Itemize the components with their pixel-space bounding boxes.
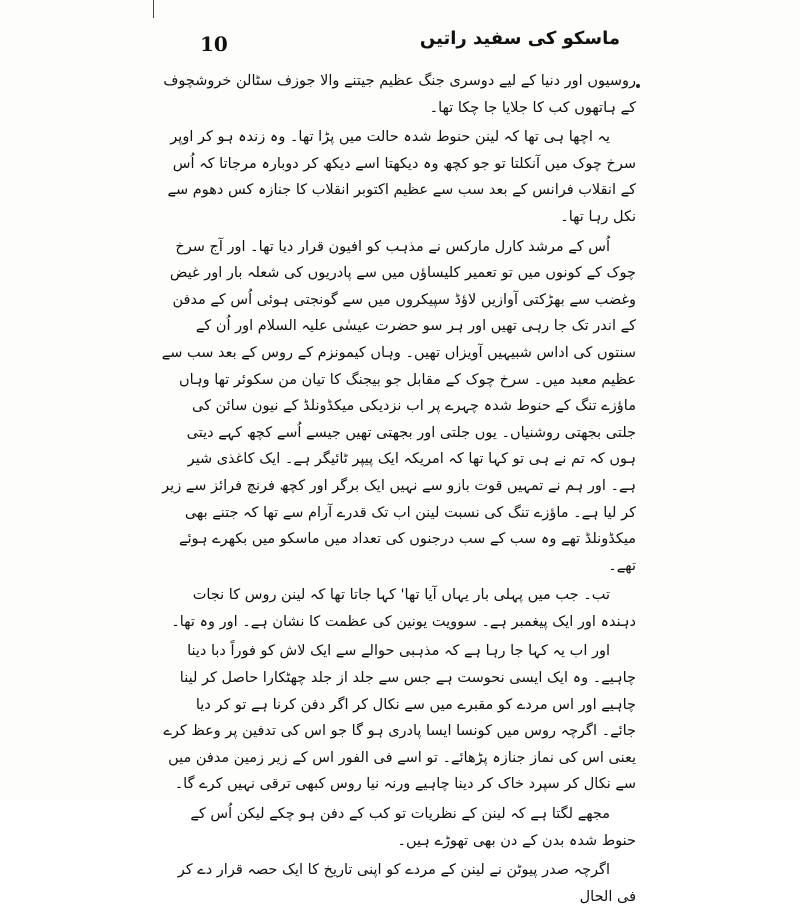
paragraph (160, 68, 636, 121)
text-line: جلایا جا چکا تھا۔ (429, 99, 528, 116)
text-line: سے عظیم معبد میں۔ سرخ چوک کے مقابل جو بیجنگ کا تیان من سکوئر تھا وہاں ماؤزے تنگ کے (161, 344, 636, 415)
margin-dot (636, 84, 640, 88)
text-line: اکتوبر انقلاب کا جنازہ کس دھوم سے نکل رہا تھا۔ (167, 182, 636, 225)
text-line: یہ اچھا ہی تھا کہ لینن حنوط شدہ حالت میں پڑا تھا۔ وہ زندہ ہو کر اوپر سرخ چوک میں (170, 129, 636, 172)
text-line: ہے۔ ماؤزے تنگ کی نسبت لینن اب تک قدرے آرام سے تھا کہ جتنے بھی میکڈونلڈ تھے وہ (184, 504, 636, 548)
paragraph (160, 857, 636, 910)
body-text (160, 68, 636, 905)
page-number: 10 (200, 32, 228, 56)
text-line: کے دن بھی تھوڑے ہیں۔ (397, 832, 538, 849)
text-line: ایسی نحوست ہے جس سے جلد از جلد چھٹکارا حاصل کر لینا چاہیے اور اس مردے کو مقبرے میں سے (179, 670, 636, 713)
text-line: سپرد خاک کر دینا چاہیے ورنہ نیا روس کبھی ترقی نہیں کرے گا۔ (174, 776, 560, 793)
text-line: روسیوں اور دنیا کے لیے دوسری جنگ عظیم جیتنے والا جوزف سٹالن خروشچوف کے ہاتھوں کب کا (163, 73, 636, 116)
paragraph (160, 638, 636, 798)
text-line: کاغذی شیر ہے۔ اور ہم نے تمہیں قوت بازو سے نہیں ایک برگر اور کچھ فرنچ فرائز سے زیر کر لیا (162, 451, 636, 521)
paragraph (160, 582, 636, 635)
text-line: السلام اور اُن کے سنتوں کی اداس شبیہیں آویزاں تھیں۔ وہاں کیمونزم کے روس کے بعد سب (187, 318, 636, 361)
text-line: پیغمبر ہے۔ سوویت یونین کی عظمت کا نشان ہے۔ اور وہ تھا۔ (171, 613, 548, 630)
text-line: اگرچہ صدر پیوٹن نے لینن کے مردے کو اپنی تاریخ کا ایک حصہ قرار دے کر فی الحال (177, 862, 636, 905)
text-line: لاؤڈ سپیکروں میں سے گونجتی ہوئی اُس کے مدفن کے اندر تک جا رہی تھیں اور ہر سو حضرت عیسٰی علیہ (172, 291, 636, 335)
text-line: اور اب یہ کہا جا رہا ہے کہ مذہبی حوالے سے ایک لاش کو فوراً دبا دینا چاہیے۔ وہ ایک (187, 643, 636, 687)
paragraph (160, 124, 636, 230)
text-line: کرے یعنی اس کی نماز جنازہ پڑھائے۔ تو اسے فی الفور اس کے زیر زمین مدفن میں سے نکال کر (163, 723, 636, 793)
text-line: بجھتی تھیں جیسے اُسے کچھ کہے دیتی ہوں کہ تم نے ہی تو کہا تھا کہ امریکہ ایک پیپر ٹائیگر ہے۔ ایک (186, 424, 636, 468)
text-line: مجھے لگتا ہے کہ لینن کے نظریات تو کب کے دفن ہو چکے لیکن اُس کے حنوط شدہ بدن (190, 806, 636, 849)
text-line: کونوں میں تو تعمیر کلیساؤں میں سے پادریوں کی شعلہ بار اور غیض وغضب سے بھڑکتی آوازیں (169, 265, 636, 308)
text-line: حنوط شدہ چہرے پر اب نزدیکی میکڈونلڈ کے نیون سائن کی جلتی بجھتی روشنیاں۔ یوں جلتی اور (192, 398, 636, 441)
text-line: آنکلتا تو جو کچھ وہ دیکھتا اسے دیکھ کر دوبارہ مرجاتا کہ اُس کے انقلاب فرانس کے بعد سب سے عظیم (172, 155, 636, 199)
paragraph (160, 801, 636, 854)
text-line: اُس کے مرشد کارل مارکس نے مذہب کو افیون قرار دیا تھا۔ اور آج سرخ چوک کے (175, 238, 636, 282)
text-line: تب۔ جب میں پہلی بار یہاں آیا تھا' کہا جاتا تھا کہ لینن روس کا نجات دہندہ اور ایک (192, 587, 636, 630)
paragraph (160, 234, 636, 580)
text-line: نکال کر اگر دفن کرنا ہے تو کر دیا جائے۔ اگرچہ روس میں کونسا ایسا پادری ہو گا جو اس کی تدفین پر وعظ (191, 696, 636, 740)
text-line: سب کے سب درجنوں کی تعداد میں ماسکو میں بکھرے ہوئے تھے۔ (178, 531, 636, 574)
page-edge-line (153, 0, 154, 18)
page-header (200, 28, 620, 68)
running-title: ماسکو کی سفید راتیں (419, 28, 620, 49)
